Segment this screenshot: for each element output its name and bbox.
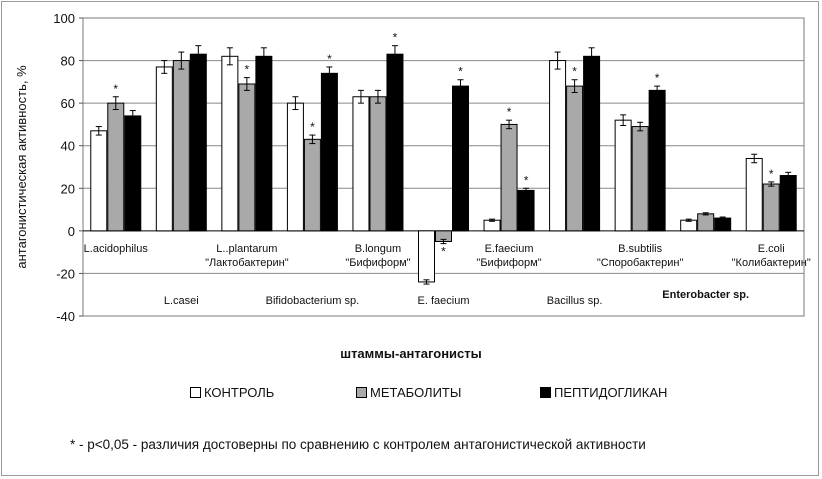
legend (0, 385, 822, 405)
bar-peptidoglycan (518, 190, 534, 230)
bar-control (615, 120, 631, 231)
bar-metabolites (763, 184, 779, 231)
bar-peptidoglycan (649, 90, 665, 230)
y-tick-label: 80 (60, 53, 75, 69)
bar-metabolites (632, 127, 648, 231)
bar-control (222, 56, 238, 231)
genus-label: Bacillus sp. (546, 295, 603, 307)
bar-peptidoglycan (256, 56, 272, 231)
bar-control (156, 67, 172, 231)
y-tick-label: 0 (67, 223, 75, 239)
bar-peptidoglycan (190, 54, 206, 231)
legend-swatch-metabolites (356, 387, 367, 398)
legend-item-metabolites (356, 385, 461, 400)
significance-star: * (327, 51, 332, 66)
bar-metabolites (501, 124, 517, 230)
bar-peptidoglycan (780, 176, 796, 231)
significance-star: * (523, 173, 529, 188)
genus-label: Enterobacter sp. (662, 289, 750, 301)
category-label: "Бифиформ" (345, 256, 411, 269)
category-label: L.acidophilus (83, 242, 148, 255)
y-tick-label: -20 (56, 266, 75, 282)
bar-control (419, 231, 435, 282)
bar-metabolites (108, 103, 124, 231)
legend-item-peptidoglycan (540, 385, 667, 400)
category-label: "Бифиформ" (476, 256, 542, 269)
significance-star: * (506, 105, 512, 120)
bar-peptidoglycan (387, 54, 403, 231)
category-label: L..plantarum (216, 242, 278, 255)
bar-control (484, 220, 500, 231)
significance-star: * (458, 64, 463, 79)
genus-label: Bifidobacterium sp. (265, 295, 360, 307)
legend-swatch-peptidoglycan (540, 387, 551, 398)
category-label: "Колибактерин" (731, 256, 811, 269)
bar-peptidoglycan (321, 73, 337, 231)
category-label: E.coli (757, 242, 785, 255)
bar-metabolites (698, 214, 714, 231)
bar-control (550, 61, 566, 231)
bar-control (746, 158, 762, 230)
y-tick-label: 100 (53, 11, 75, 26)
legend-label-metabolites: МЕТАБОЛИТЫ (370, 385, 462, 400)
legend-swatch-control (190, 387, 201, 398)
y-tick-label: 40 (60, 138, 75, 154)
bar-peptidoglycan (125, 116, 141, 231)
category-label: "Лактобактерин" (205, 256, 289, 269)
bar-peptidoglycan (584, 56, 600, 231)
bar-control (91, 131, 107, 231)
category-label: B.longum (354, 242, 402, 255)
significance-star: * (113, 81, 119, 96)
category-label: B.subtilis (618, 242, 663, 255)
bar-control (353, 97, 369, 231)
significance-star: * (392, 30, 398, 45)
significance-star: * (654, 71, 660, 86)
category-label: "Споробактерин" (596, 256, 684, 269)
y-tick-label: -40 (56, 309, 75, 324)
bar-control (287, 103, 303, 231)
legend-item-control (190, 385, 274, 400)
bar-metabolites (370, 97, 386, 231)
x-axis-title: штаммы-антагонисты (340, 346, 482, 361)
bar-control (681, 220, 697, 231)
genus-label: L.casei (163, 295, 199, 307)
bar-peptidoglycan (453, 86, 469, 231)
legend-label-peptidoglycan: ПЕПТИДОГЛИКАН (554, 385, 668, 400)
footnote: * - p<0,05 - различия достоверны по сравнению с контролем антагонистической активности (70, 437, 646, 452)
bar-peptidoglycan (715, 218, 731, 231)
significance-star: * (572, 64, 577, 79)
significance-star: * (768, 166, 774, 181)
genus-label: E. faecium (417, 295, 470, 307)
y-tick-label: 20 (60, 181, 75, 197)
category-label: E.faecium (484, 242, 534, 255)
bar-metabolites (567, 86, 583, 231)
significance-star: * (244, 62, 250, 77)
significance-star: * (310, 120, 315, 135)
bar-metabolites (304, 139, 320, 231)
legend-label-control: КОНТРОЛЬ (204, 385, 275, 400)
y-tick-label: 60 (60, 96, 75, 112)
y-axis-title: антагонистическая активность, % (14, 65, 29, 269)
bar-metabolites (239, 84, 255, 231)
bar-metabolites (173, 61, 189, 231)
significance-star: * (441, 244, 446, 259)
